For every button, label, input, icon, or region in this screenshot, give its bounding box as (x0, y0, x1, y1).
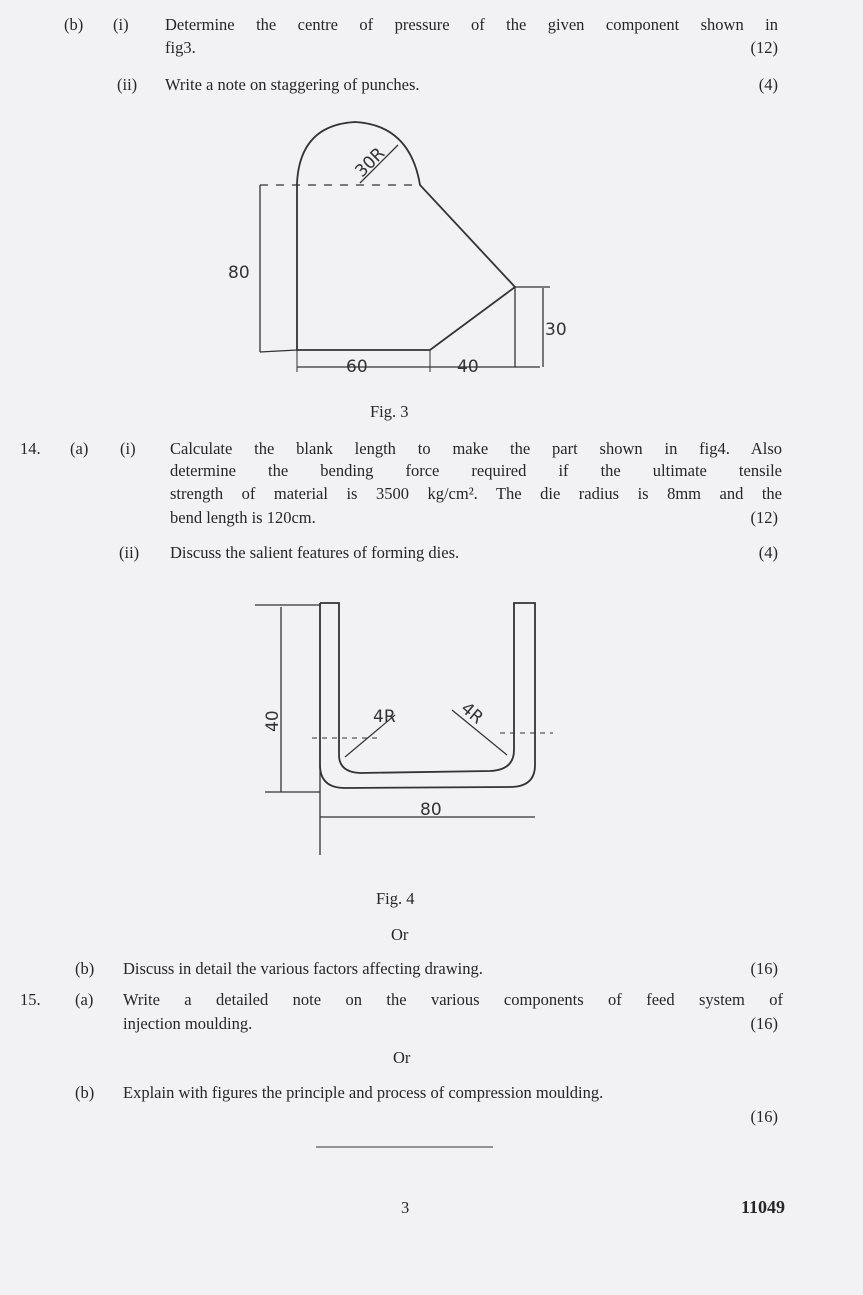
question-text: determine the bending force required if the ultimate tensile (170, 461, 782, 480)
fig4-dim-80: 80 (420, 800, 442, 820)
question-text: Determine the centre of pressure of the given component shown in (165, 15, 778, 34)
question-number: 14. (20, 439, 41, 458)
question-text: bend length is 120cm. (170, 508, 316, 527)
question-text: Explain with figures the principle and process of compression moulding. (123, 1083, 604, 1102)
fig3-dim-40: 40 (457, 357, 479, 377)
fig3-dim-30: 30 (545, 320, 567, 340)
fig4-dim-40: 40 (263, 710, 283, 732)
subquestion-label: (ii) (117, 75, 138, 94)
subquestion-label: (i) (120, 439, 136, 458)
subquestion-label: (ii) (119, 543, 140, 562)
or-separator: Or (391, 925, 409, 944)
question-text: Write a note on staggering of punches. (165, 75, 420, 94)
figure-caption: Fig. 3 (370, 402, 409, 421)
question-text: Discuss the salient features of forming dies. (170, 543, 460, 562)
question-label: (b) (75, 1083, 95, 1102)
page-number: 3 (401, 1198, 410, 1217)
question-label: (b) (64, 15, 84, 34)
marks: (16) (750, 959, 778, 978)
fig3-dim-30r: 30R (351, 143, 390, 182)
fig3-drawing (260, 122, 550, 372)
question-text: Discuss in detail the various factors affecting drawing. (123, 959, 483, 978)
question-number: 15. (20, 990, 41, 1009)
marks: (12) (750, 38, 778, 57)
question-label: (a) (75, 990, 94, 1009)
question-label: (b) (75, 959, 95, 978)
fig4-dim-4r-right: 4R (456, 698, 487, 729)
marks: (4) (758, 75, 778, 94)
figure-caption: Fig. 4 (376, 889, 415, 908)
marks: (12) (750, 508, 778, 527)
question-text: fig3. (165, 38, 196, 57)
paper-code: 11049 (740, 1197, 785, 1217)
subquestion-label: (i) (113, 15, 129, 34)
question-text: injection moulding. (123, 1014, 253, 1033)
question-label: (a) (70, 439, 89, 458)
or-separator: Or (393, 1048, 411, 1067)
question-text: Calculate the blank length to make the part shown in fig4. Also (170, 439, 782, 458)
question-text: Write a detailed note on the various components of feed system of (123, 990, 783, 1009)
fig3-dim-80: 80 (228, 263, 250, 283)
marks: (16) (750, 1014, 778, 1033)
marks: (4) (758, 543, 778, 562)
fig3-dim-60: 60 (346, 357, 368, 377)
question-text: strength of material is 3500 kg/cm². The die radius is 8mm and the (170, 484, 782, 503)
marks: (16) (750, 1107, 778, 1126)
fig4-dim-4r-left: 4R (373, 707, 396, 727)
fig4-drawing (255, 603, 553, 855)
